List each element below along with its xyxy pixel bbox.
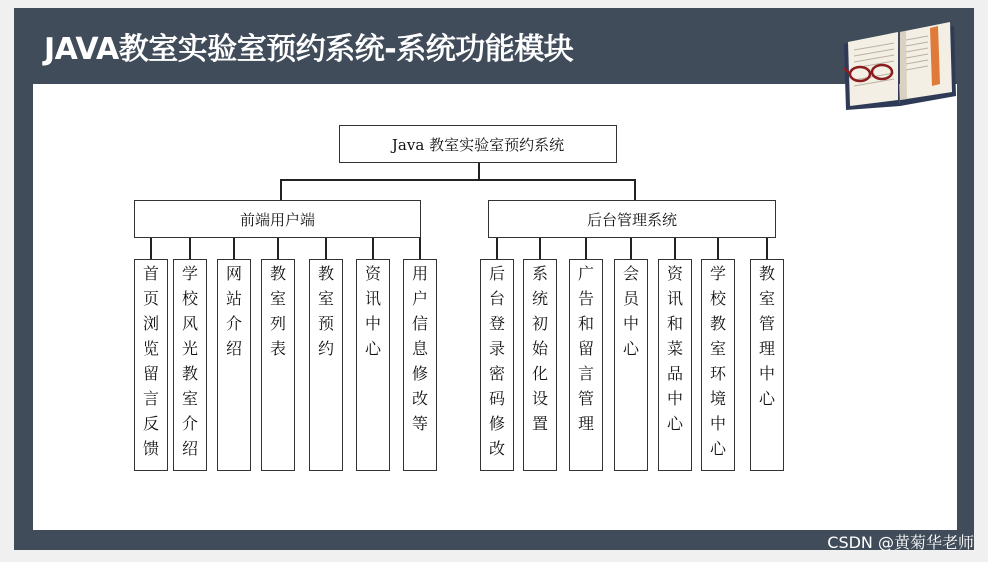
connector [189, 238, 191, 259]
connector [478, 163, 480, 180]
leaf-node: 教 室 列 表 [261, 259, 295, 471]
connector [280, 179, 636, 181]
connector [150, 238, 152, 259]
leaf-node: 网 站 介 绍 [217, 259, 251, 471]
leaf-node: 教 室 管 理 中 心 [750, 259, 784, 471]
leaf-node: 学 校 教 室 环 境 中 心 [701, 259, 735, 471]
connector [630, 238, 632, 259]
connector [496, 238, 498, 259]
leaf-node: 资 讯 中 心 [356, 259, 390, 471]
watermark: CSDN @黄菊华老师 [827, 533, 974, 552]
leaf-node: 后 台 登 录 密 码 修 改 [480, 259, 514, 471]
branch-node-backend: 后台管理系统 [488, 200, 776, 238]
connector [419, 238, 421, 259]
connector [766, 238, 768, 259]
connector [325, 238, 327, 259]
leaf-node: 首 页 浏 览 留 言 反 馈 [134, 259, 168, 471]
connector [539, 238, 541, 259]
connector [233, 238, 235, 259]
connector [280, 179, 282, 201]
connector [277, 238, 279, 259]
connector [372, 238, 374, 259]
leaf-node: 学 校 风 光 教 室 介 绍 [173, 259, 207, 471]
slide-title: JAVA教室实验室预约系统-系统功能模块 [44, 32, 574, 67]
connector [717, 238, 719, 259]
leaf-node: 会 员 中 心 [614, 259, 648, 471]
leaf-node: 用 户 信 息 修 改 等 [403, 259, 437, 471]
leaf-node: 教 室 预 约 [309, 259, 343, 471]
connector [674, 238, 676, 259]
leaf-node: 广 告 和 留 言 管 理 [569, 259, 603, 471]
branch-node-frontend: 前端用户端 [134, 200, 421, 238]
root-node: Java 教室实验室预约系统 [339, 125, 617, 163]
book-icon [840, 14, 960, 114]
connector [634, 179, 636, 201]
leaf-node: 系 统 初 始 化 设 置 [523, 259, 557, 471]
connector [585, 238, 587, 259]
leaf-node: 资 讯 和 菜 品 中 心 [658, 259, 692, 471]
